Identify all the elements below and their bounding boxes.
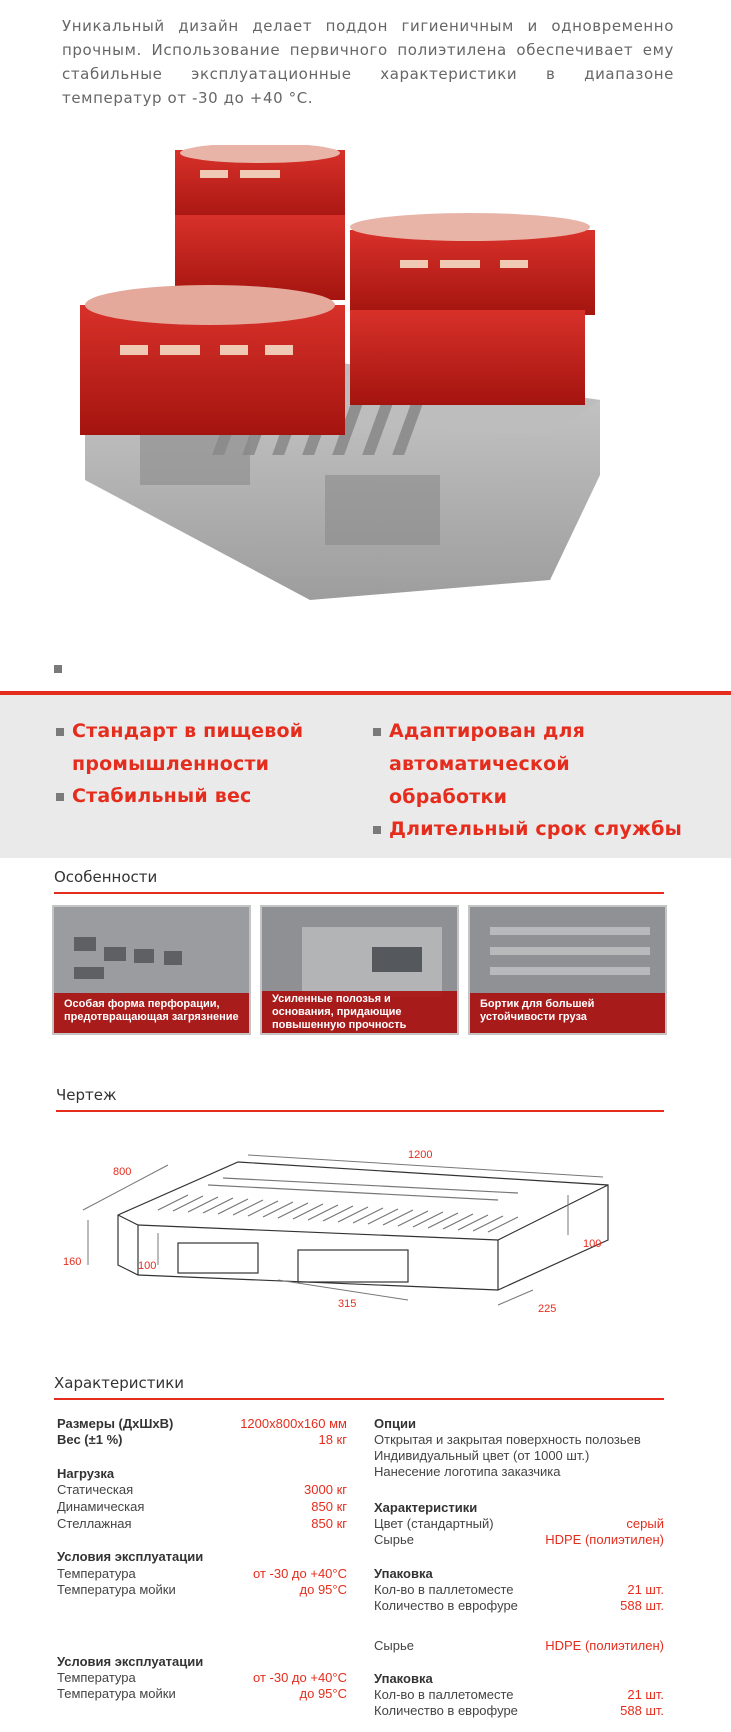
spec-option: Открытая и закрытая поверхность полозьев xyxy=(374,1432,641,1447)
features-title: Особенности xyxy=(54,868,158,886)
feature-caption: Усиленные полозья и основания, придающие повышенную прочность xyxy=(262,991,457,1033)
spec-label: Цвет (стандартный) xyxy=(374,1516,494,1531)
dim-height: 160 xyxy=(63,1256,82,1268)
dim-side: 225 xyxy=(538,1303,557,1315)
spec-option: Индивидуальный цвет (от 1000 шт.) xyxy=(374,1448,590,1463)
feature-card xyxy=(468,905,667,1035)
spec-value: 21 шт. xyxy=(627,1582,664,1597)
section-rule xyxy=(56,1110,664,1112)
spec-label: Стеллажная xyxy=(57,1516,132,1531)
spec-label: Сырье xyxy=(374,1532,414,1547)
spec-group-title: Упаковка xyxy=(374,1566,433,1581)
spec-label: Температура xyxy=(57,1670,136,1685)
spec-group-title: Упаковка xyxy=(374,1671,433,1686)
spec-value: 588 шт. xyxy=(620,1703,664,1718)
spec-label: Температура мойки xyxy=(57,1582,176,1597)
dim-left-height: 100 xyxy=(138,1260,157,1272)
spec-value: 18 кг xyxy=(318,1432,347,1447)
bullet-icon xyxy=(373,728,381,736)
spec-label: Статическая xyxy=(57,1482,134,1497)
spec-label: Динамическая xyxy=(57,1499,145,1514)
spec-group-title: Опции xyxy=(374,1416,416,1431)
spec-value: 850 кг xyxy=(311,1516,347,1531)
spec-value: 850 кг xyxy=(311,1499,347,1514)
section-rule xyxy=(54,1398,664,1400)
spec-value: HDPE (полиэтилен) xyxy=(545,1532,664,1547)
section-rule xyxy=(54,892,664,894)
spec-group-title: Нагрузка xyxy=(57,1466,115,1481)
intro-text: Уникальный дизайн делает поддон гигиеничным и одновременно прочным. Использование первичного полиэтилена обеспечивает ему стабильные эксплуатационные характеристики в диапазоне температур от -30 до +40 °C. xyxy=(62,17,674,107)
dim-opening: 315 xyxy=(338,1298,357,1310)
drawing-title: Чертеж xyxy=(56,1086,117,1104)
specs-left xyxy=(57,1416,347,1716)
feature-card xyxy=(260,905,459,1035)
spec-label: Температура мойки xyxy=(57,1686,176,1701)
spec-value: HDPE (полиэтилен) xyxy=(545,1638,664,1653)
spec-value: серый xyxy=(626,1516,664,1531)
specs-title: Характеристики xyxy=(54,1374,185,1392)
benefit-item: Стандарт в пищевой промышленности xyxy=(72,720,304,775)
spec-label: Сырье xyxy=(374,1638,414,1653)
spec-label: Количество в еврофуре xyxy=(374,1703,518,1718)
spec-group-title: Условия эксплуатации xyxy=(57,1549,204,1564)
feature-card xyxy=(52,905,251,1035)
spec-label: Количество в еврофуре xyxy=(374,1598,518,1613)
spec-group-title: Характеристики xyxy=(374,1500,478,1515)
spec-label: Кол-во в паллетоместе xyxy=(374,1582,514,1597)
bullet-icon xyxy=(54,665,62,673)
spec-label: Температура xyxy=(57,1566,136,1581)
feature-caption: Особая форма перфорации, предотвращающая загрязнение xyxy=(54,993,249,1033)
bullet-icon xyxy=(56,728,64,736)
spec-value: до 95°С xyxy=(299,1582,347,1597)
bullet-icon xyxy=(373,826,381,834)
spec-value: 588 шт. xyxy=(620,1598,664,1613)
spec-value: 21 шт. xyxy=(627,1687,664,1702)
spec-value: 3000 кг xyxy=(304,1482,347,1497)
specs-right xyxy=(374,1416,664,1716)
product-photo xyxy=(80,145,660,645)
spec-option: Нанесение логотипа заказчика xyxy=(374,1464,561,1479)
dim-inner-height: 100 xyxy=(583,1238,602,1250)
benefit-item: Адаптирован для автоматической обработки xyxy=(389,720,586,808)
benefit-item: Длительный срок службы xyxy=(389,818,682,840)
feature-caption: Бортик для большей устойчивости груза xyxy=(470,993,665,1033)
pallet-drawing xyxy=(58,1125,678,1350)
spec-label: Кол-во в паллетоместе xyxy=(374,1687,514,1702)
spec-label: Вес (±1 %) xyxy=(57,1432,123,1447)
dim-length: 1200 xyxy=(408,1149,433,1161)
spec-value: до 95°С xyxy=(299,1686,347,1701)
dim-width: 800 xyxy=(113,1166,132,1178)
benefit-item: Стабильный вес xyxy=(72,785,252,807)
spec-value: 1200x800x160 мм xyxy=(240,1416,347,1431)
spec-label: Размеры (ДхШхВ) xyxy=(57,1416,174,1431)
spec-value: от -30 до +40°С xyxy=(253,1566,347,1581)
spec-value: от -30 до +40°С xyxy=(253,1670,347,1685)
spec-group-title: Условия эксплуатации xyxy=(57,1654,204,1669)
bullet-icon xyxy=(56,793,64,801)
